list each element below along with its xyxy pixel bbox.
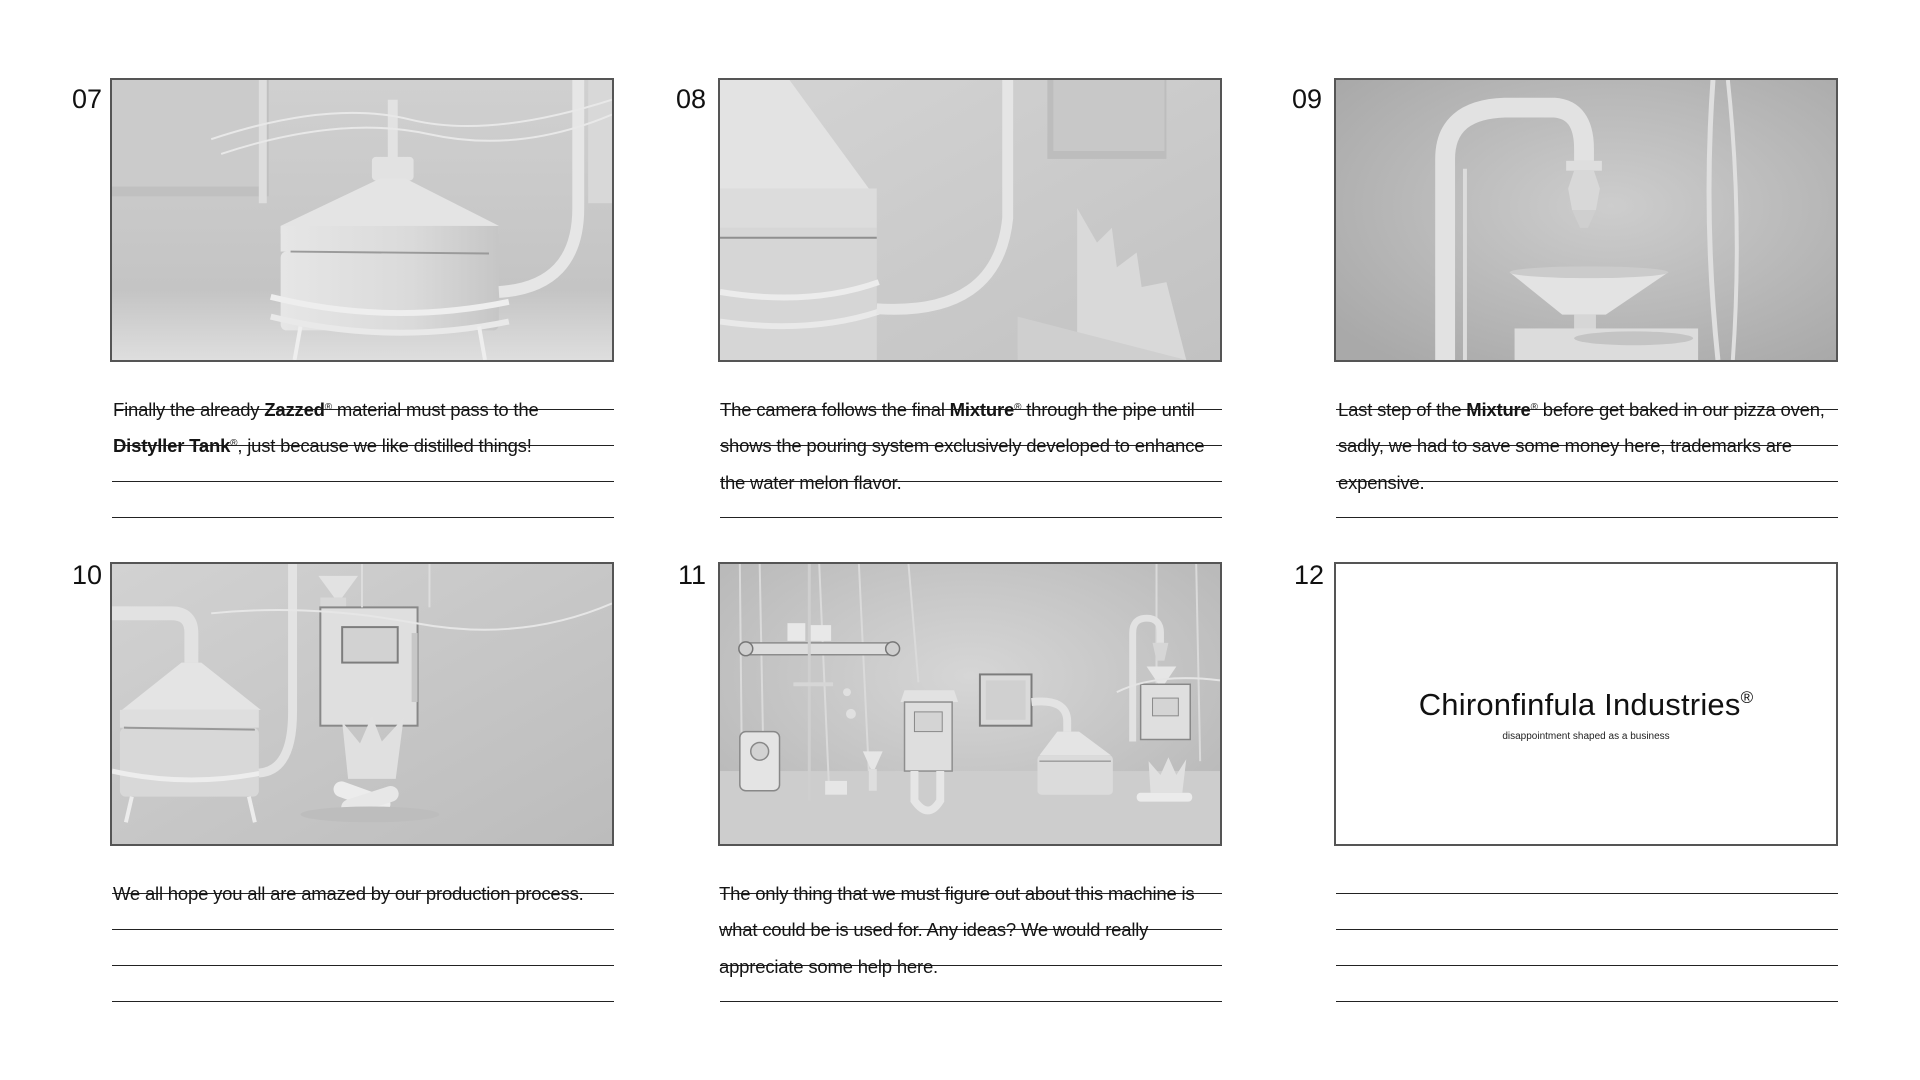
panel-number: 09 (1292, 84, 1323, 114)
panel-caption (718, 374, 1222, 524)
caption-text: Last step of the Mixture® before get baked in our pizza oven, sadly, we had to save some money here, trademarks are expensive. (1338, 399, 1825, 493)
full-machine-scene (720, 564, 1220, 844)
panel-caption (1334, 858, 1838, 1008)
panel-caption (1334, 374, 1838, 524)
caption-text: Finally the already Zazzed® material must pass to the Distyller Tank®, just because we like distilled things! (113, 399, 539, 457)
storyboard-frame-09 (1334, 78, 1838, 362)
oven-fire-scene (112, 564, 612, 844)
pipe-follow-scene (720, 80, 1220, 360)
caption-text: The only thing that we must figure out about this machine is what could be is used for. Any ideas? We would really appreciate some help here. (719, 883, 1195, 977)
panel-number: 12 (1294, 560, 1325, 590)
storyboard-frame-10 (110, 562, 614, 846)
distiller-tank-scene (112, 80, 612, 360)
storyboard-frame-07 (110, 78, 614, 362)
caption-text: The camera follows the final Mixture® through the pipe until shows the pouring system exclusively developed to enhance the water melon flavor. (720, 399, 1205, 493)
panel-caption (110, 374, 614, 524)
panel-number: 08 (676, 84, 707, 114)
caption-text: We all hope you all are amazed by our production process. (113, 883, 584, 904)
panel-caption (718, 858, 1222, 1008)
registered-mark: ® (1740, 688, 1754, 707)
panel-number: 07 (72, 84, 103, 114)
panel-caption (110, 858, 614, 1008)
brand-title: Chironfinfula Industries® (1418, 687, 1754, 722)
pouring-funnel-scene (1336, 80, 1836, 360)
storyboard-frame-12 (1334, 562, 1838, 846)
panel-number: 11 (678, 560, 707, 590)
brand-tagline: disappointment shaped as a business (1502, 731, 1670, 742)
storyboard-frame-11 (718, 562, 1222, 846)
panel-number: 10 (72, 560, 103, 590)
storyboard-frame-08 (718, 78, 1222, 362)
